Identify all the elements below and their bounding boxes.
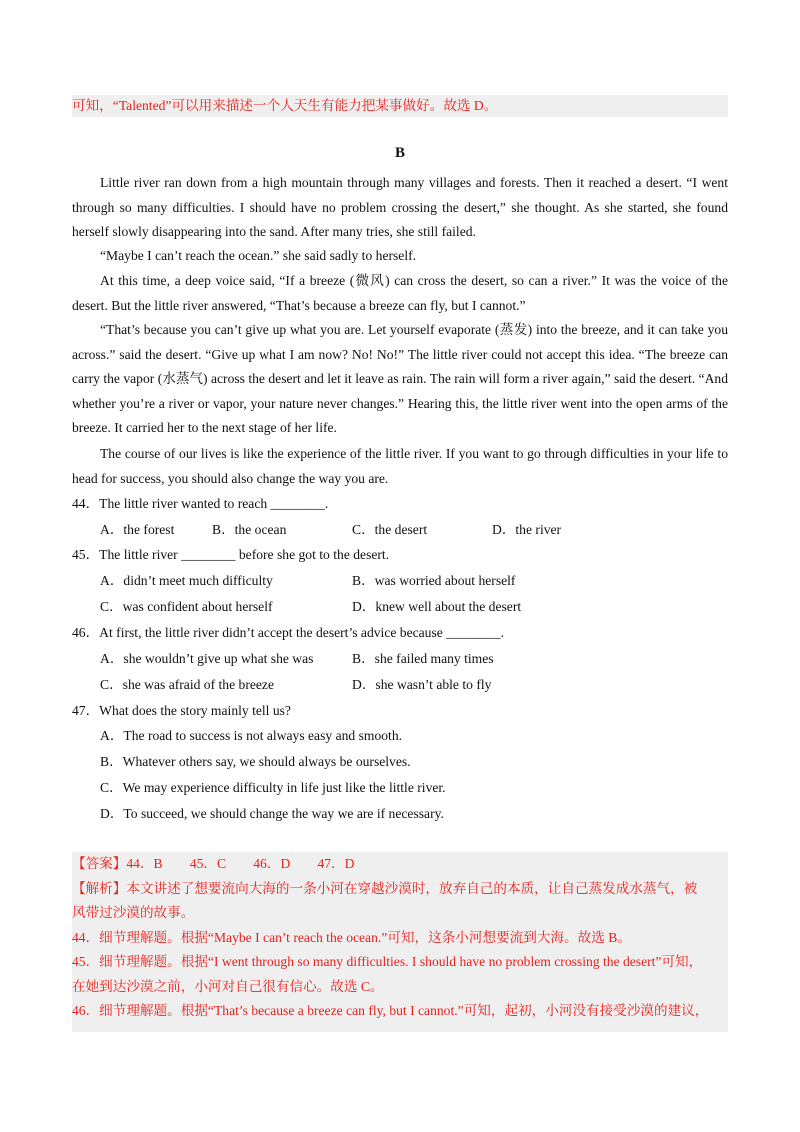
question-45-option-b: B．was worried about herself (352, 573, 516, 588)
question-44-option-a: A．the forest (100, 522, 175, 537)
question-47-option-a: A．The road to success is not always easy and smooth. (100, 728, 403, 743)
section-title: B (394, 145, 405, 161)
question-46-option-c: C．she was afraid of the breeze (100, 677, 274, 692)
analysis-summary-line-1: 【解析】本文讲述了想要流向大海的一条小河在穿越沙漠时，放弃自己的本质，让自己蒸发成水蒸气，被 (72, 880, 698, 896)
passage-paragraph-4: “That’s because you can’t give up what you are. Let yourself evaporate (蒸发) into the breeze, and it can take you across.” said the desert. “Give up what I am now? No! No!” The little river could not accept this idea. “The breeze can carry the vapor (水蒸气) across the desert and let it leave as rain. The rain will form a river again,” said the desert. “And whether you’re a river or vapor, your nature never changes.” Hearing this, the little river went into the open arms of the breeze. It carried her to the next stage of her life. (72, 322, 728, 436)
question-45-option-d: D．knew well about the desert (352, 599, 522, 614)
explanation-45-line-1: 45．细节理解题。根据“I went through so many difficulties. I should have no problem crossing the desert”可知， (72, 954, 703, 969)
question-47-option-b: B．Whatever others say, we should always be ourselves. (100, 754, 411, 769)
question-44-option-d: D．the river (492, 522, 562, 537)
previous-explanation-note: 可知，“Talented”可以用来描述一个人天生有能力把某事做好。故选 D。 (72, 95, 728, 117)
question-45-option-a: A．didn’t meet much difficulty (100, 573, 273, 588)
analysis-summary-line-2: 风带过沙漠的故事。 (72, 905, 195, 920)
question-47-stem: 47．What does the story mainly tell us? (72, 703, 291, 718)
question-47-option-c: C．We may experience difficulty in life just like the little river. (100, 780, 446, 795)
passage-paragraph-1: Little river ran down from a high mountain through many villages and forests. Then it reached a desert. “I went through so many difficulties. I should have no problem crossing the desert,” she thought. As she started, she found herself slowly disappearing into the sand. After many tries, she still failed. (72, 175, 728, 240)
passage-paragraph-5: The course of our lives is like the experience of the little river. If you want to go through difficulties in your life to head for success, you should also change the way you are. (72, 446, 728, 486)
question-44-option-b: B．the ocean (212, 522, 287, 537)
question-46-option-d: D．she wasn’t able to fly (352, 677, 492, 692)
passage-paragraph-3: At this time, a deep voice said, “If a breeze (微风) can cross the desert, so can a river.” It was the voice of the desert. But the little river answered, “That’s because a breeze can fly, but I cannot.” (72, 273, 728, 313)
question-46-stem: 46．At first, the little river didn’t accept the desert’s advice because ________. (72, 625, 504, 640)
question-46-option-a: A．she wouldn’t give up what she was (100, 651, 314, 666)
question-46-option-b: B．she failed many times (352, 651, 494, 666)
question-44-stem: 44．The little river wanted to reach ________. (72, 496, 329, 511)
answer-key: 【答案】44．B 45．C 46．D 47．D (72, 856, 355, 871)
explanation-45-line-2: 在她到达沙漠之前，小河对自己很有信心。故选 C。 (72, 978, 384, 994)
answer-analysis-block (72, 852, 728, 1032)
question-45-option-c: C．was confident about herself (100, 599, 273, 614)
explanation-46: 46．细节理解题。根据“That’s because a breeze can fly, but I cannot.”可知，起初，小河没有接受沙漠的建议， (72, 1003, 709, 1018)
question-47-option-d: D．To succeed, we should change the way we are if necessary. (100, 806, 444, 821)
question-44-option-c: C．the desert (352, 522, 428, 537)
passage-paragraph-2: “Maybe I can’t reach the ocean.” she said sadly to herself. (100, 248, 417, 263)
explanation-44: 44．细节理解题。根据“Maybe I can’t reach the ocean.”可知，这条小河想要流到大海。故选 B。 (72, 929, 631, 945)
question-45-stem: 45．The little river ________ before she got to the desert. (72, 547, 390, 562)
